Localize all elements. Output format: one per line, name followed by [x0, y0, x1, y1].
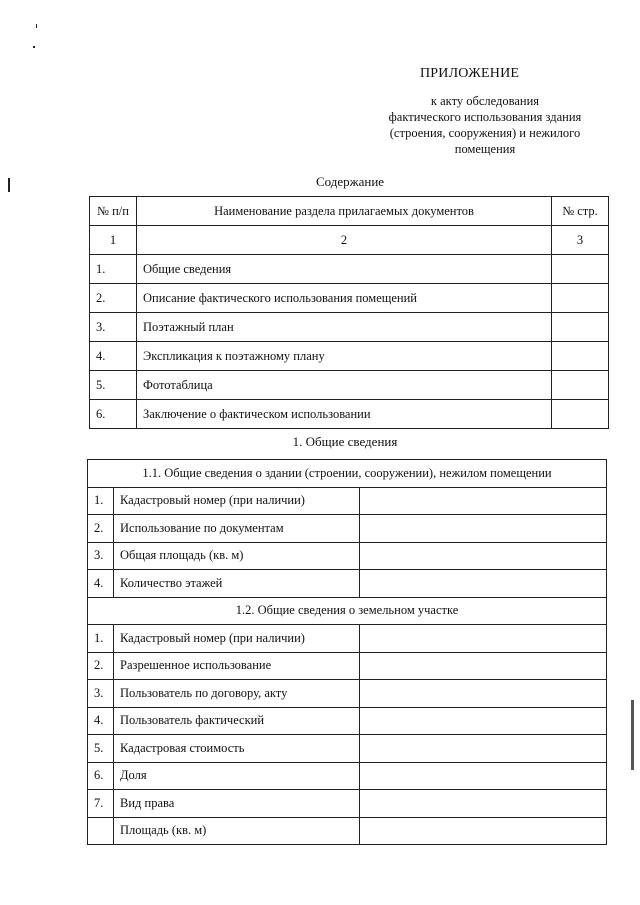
table-row — [88, 707, 607, 735]
page-number — [552, 400, 609, 429]
row-number: 1. — [88, 487, 114, 515]
table-row — [88, 487, 607, 515]
subtitle-line: к акту обследования — [430, 94, 540, 108]
field-value — [360, 625, 607, 653]
page-number — [552, 313, 609, 342]
row-number: 2. — [88, 515, 114, 543]
field-value — [360, 817, 607, 845]
row-number: 3. — [90, 313, 137, 342]
column-number: 2 — [137, 226, 552, 255]
field-value — [360, 542, 607, 570]
subsection-header-row — [88, 597, 607, 625]
row-number: 1. — [90, 255, 137, 284]
page-number — [552, 255, 609, 284]
field-value — [360, 735, 607, 763]
field-label: Использование по документам — [114, 515, 360, 543]
row-number: 4. — [88, 570, 114, 598]
field-value — [360, 570, 607, 598]
field-label: Кадастровый номер (при наличии) — [114, 625, 360, 653]
field-value — [360, 790, 607, 818]
row-number: 6. — [90, 400, 137, 429]
appendix-subtitle — [360, 93, 610, 157]
field-value — [360, 652, 607, 680]
row-number: 5. — [90, 371, 137, 400]
field-value — [360, 680, 607, 708]
table-row — [88, 735, 607, 763]
row-number: 2. — [90, 284, 137, 313]
section-title: 1. Общие сведения — [292, 434, 398, 449]
row-number: 1. — [88, 625, 114, 653]
column-header: Наименование раздела прилагаемых документов — [137, 197, 552, 226]
table-header-row — [90, 197, 609, 226]
row-number: 4. — [90, 342, 137, 371]
table-row — [88, 680, 607, 708]
row-number: 6. — [88, 762, 114, 790]
table-row — [88, 625, 607, 653]
page-number — [552, 284, 609, 313]
section-name: Общие сведения — [137, 255, 552, 284]
field-value — [360, 707, 607, 735]
field-label: Пользователь по договору, акту — [114, 680, 360, 708]
section-name: Фототаблица — [137, 371, 552, 400]
table-row — [90, 342, 609, 371]
subtitle-line: помещения — [454, 142, 516, 156]
subtitle-line: фактического использования здания — [388, 110, 582, 124]
table-row — [90, 313, 609, 342]
page-number — [552, 371, 609, 400]
table-row — [88, 790, 607, 818]
section-name: Поэтажный план — [137, 313, 552, 342]
row-number — [88, 817, 114, 845]
field-label: Пользователь фактический — [114, 707, 360, 735]
table-row — [90, 400, 609, 429]
column-number: 1 — [90, 226, 137, 255]
row-number: 7. — [88, 790, 114, 818]
scan-dot — [36, 24, 37, 28]
field-label: Кадастровый номер (при наличии) — [114, 487, 360, 515]
field-value — [360, 762, 607, 790]
contents-title: Содержание — [315, 174, 385, 189]
table-row — [88, 570, 607, 598]
numbering-row — [90, 226, 609, 255]
row-number: 3. — [88, 680, 114, 708]
table-row — [90, 371, 609, 400]
table-row — [88, 817, 607, 845]
appendix-title: ПРИЛОЖЕНИЕ — [420, 66, 520, 81]
table-row — [88, 762, 607, 790]
section-name: Заключение о фактическом использовании — [137, 400, 552, 429]
field-label: Общая площадь (кв. м) — [114, 542, 360, 570]
field-label: Площадь (кв. м) — [114, 817, 360, 845]
table-row — [88, 542, 607, 570]
column-header: № стр. — [552, 197, 609, 226]
general-info-table — [87, 459, 607, 845]
row-number: 4. — [88, 707, 114, 735]
contents-table — [89, 196, 609, 429]
table-row — [88, 515, 607, 543]
page-number — [552, 342, 609, 371]
field-label: Доля — [114, 762, 360, 790]
scan-edge-mark — [631, 700, 634, 770]
table-row — [90, 284, 609, 313]
subsection-title: 1.2. Общие сведения о земельном участке — [88, 597, 607, 625]
field-label: Вид права — [114, 790, 360, 818]
section-name: Описание фактического использования помещений — [137, 284, 552, 313]
field-value — [360, 487, 607, 515]
row-number: 2. — [88, 652, 114, 680]
subsection-header-row — [88, 460, 607, 488]
field-label: Разрешенное использование — [114, 652, 360, 680]
table-row — [90, 255, 609, 284]
field-value — [360, 515, 607, 543]
column-number: 3 — [552, 226, 609, 255]
scan-dot — [33, 46, 35, 48]
table-row — [88, 652, 607, 680]
subsection-title: 1.1. Общие сведения о здании (строении, сооружении), нежилом помещении — [88, 460, 607, 488]
section-name: Экспликация к поэтажному плану — [137, 342, 552, 371]
field-label: Кадастровая стоимость — [114, 735, 360, 763]
subtitle-line: (строения, сооружения) и нежилого — [389, 126, 581, 140]
column-header: № п/п — [90, 197, 137, 226]
field-label: Количество этажей — [114, 570, 360, 598]
row-number: 5. — [88, 735, 114, 763]
row-number: 3. — [88, 542, 114, 570]
